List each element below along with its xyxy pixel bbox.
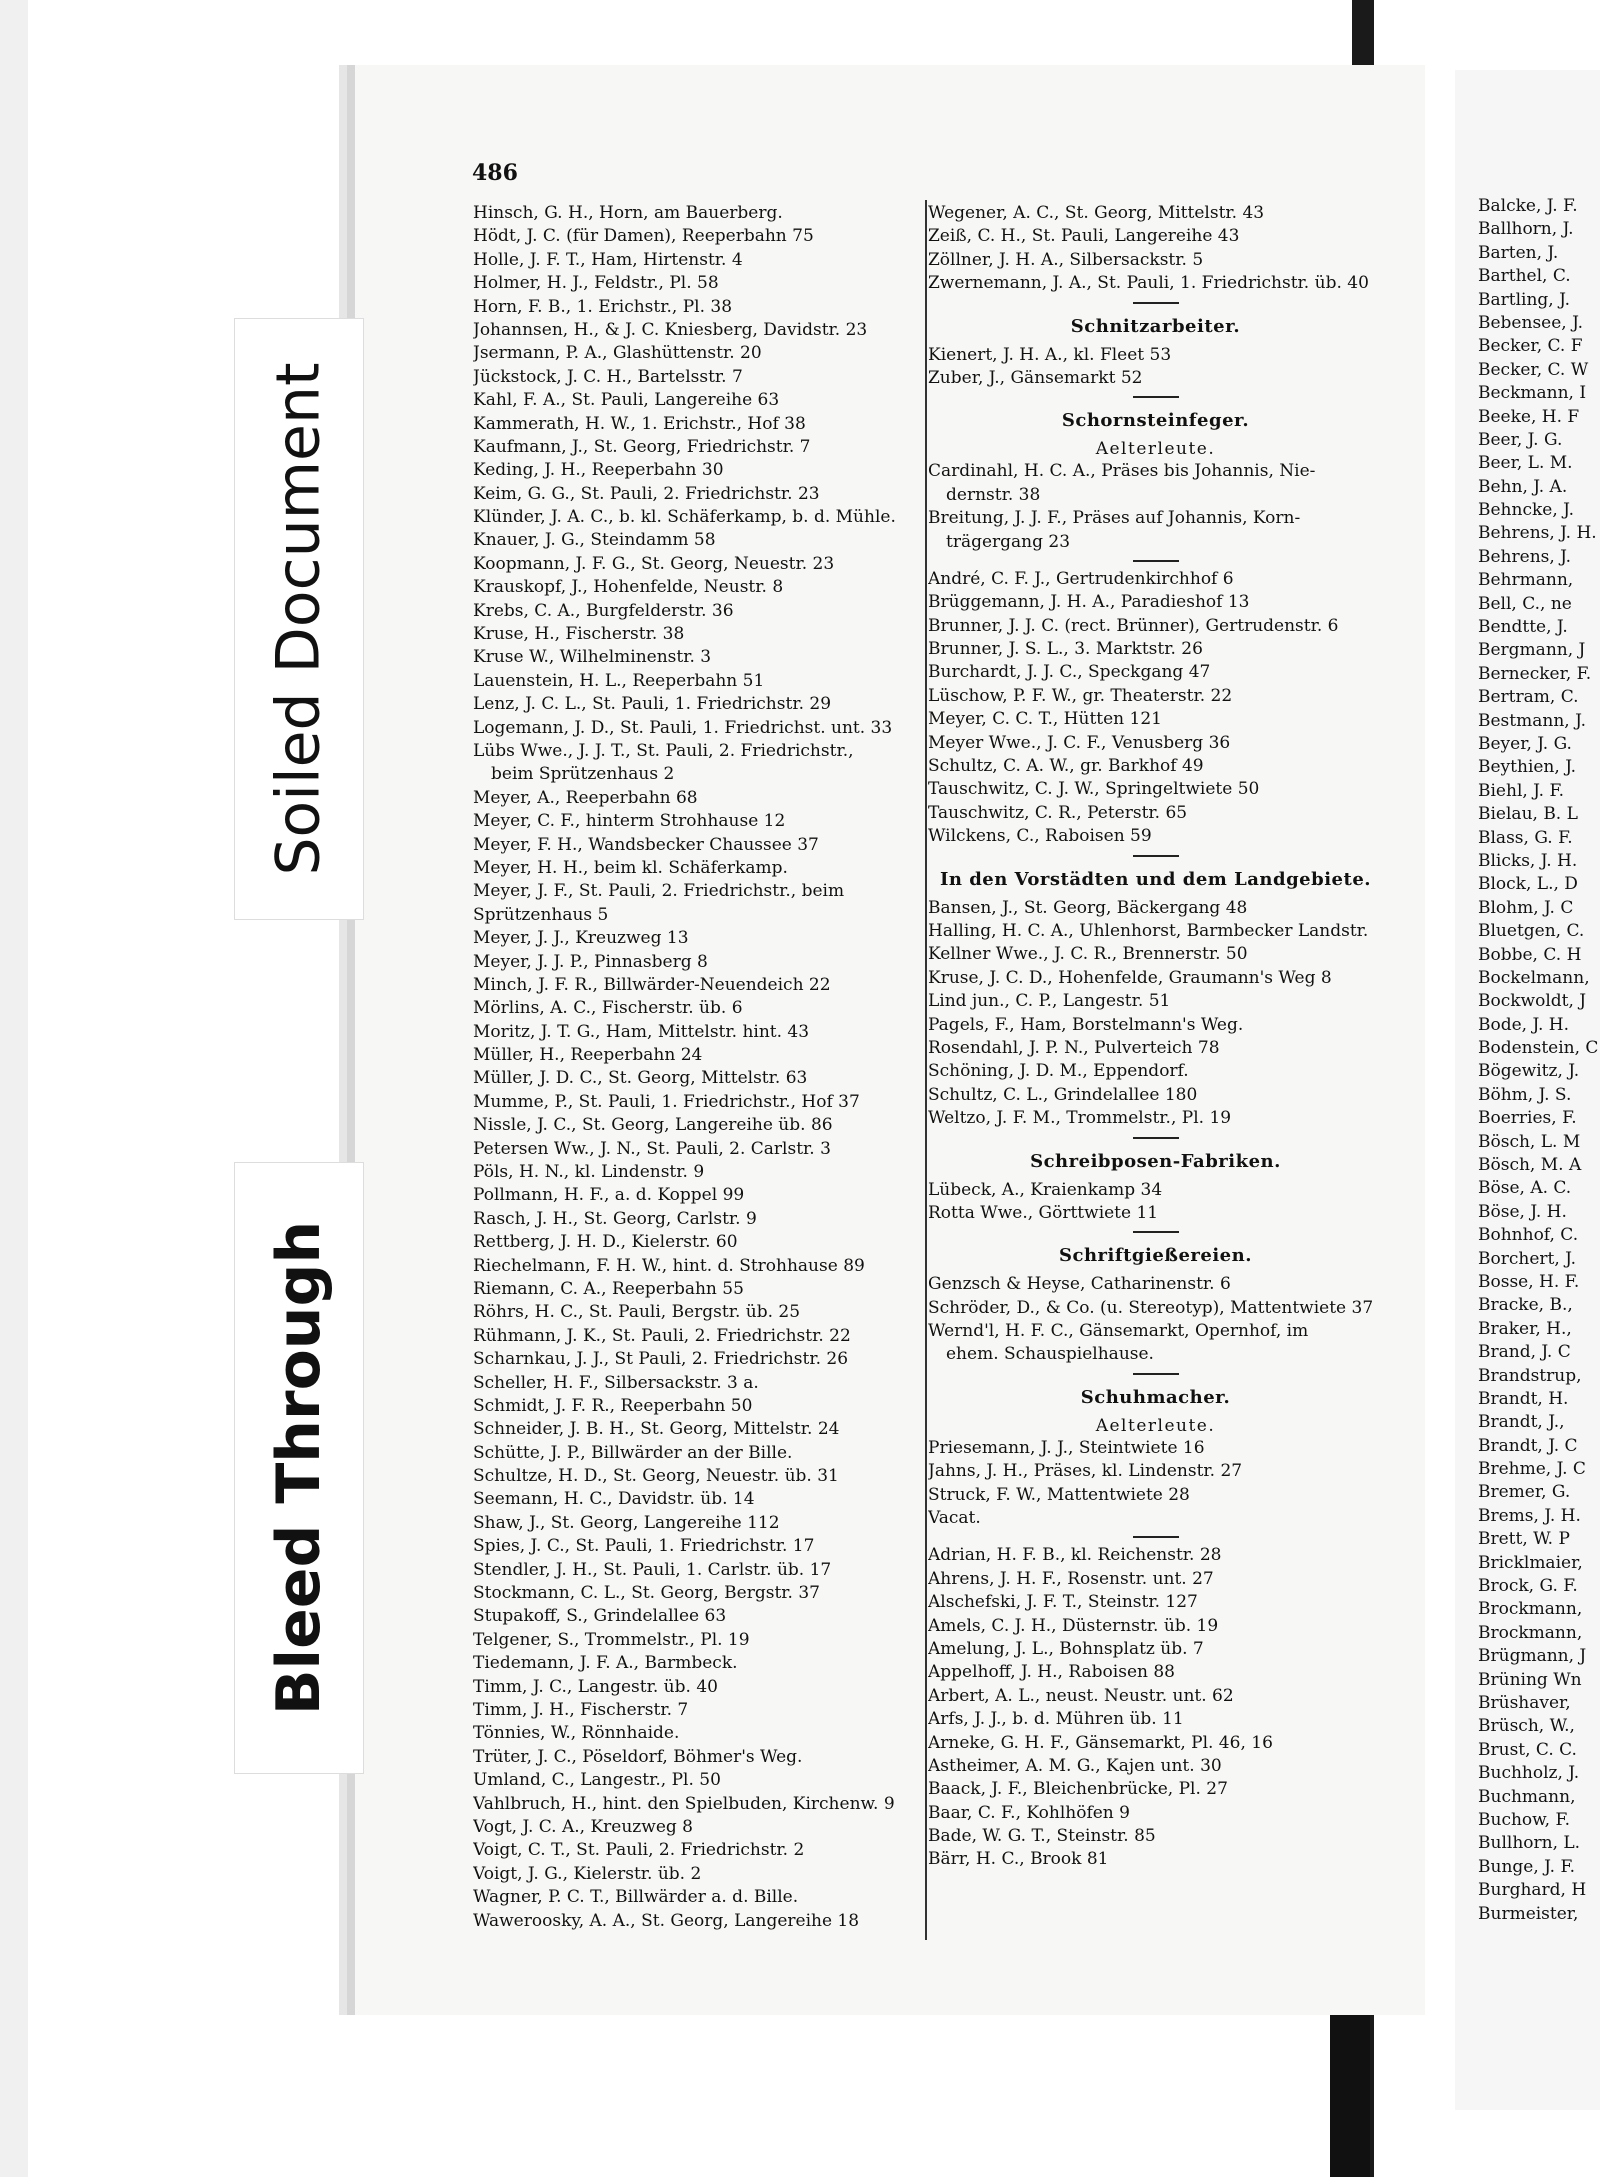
facing-page-entry: Bell, C., ne	[1478, 593, 1572, 614]
directory-entry: Appelhoff, J. H., Raboisen 88	[928, 1662, 1175, 1683]
directory-entry: Lind jun., C. P., Langestr. 51	[928, 991, 1171, 1012]
directory-entry: Holle, J. F. T., Ham, Hirtenstr. 4	[473, 249, 743, 270]
facing-page-entry: Brockmann,	[1478, 1599, 1583, 1620]
facing-page-entry: Bodenstein, C	[1478, 1038, 1599, 1059]
directory-entry: Burchardt, J. J. C., Speckgang 47	[928, 662, 1211, 683]
directory-entry: Vahlbruch, H., hint. den Spielbuden, Kirchenw. 9	[473, 1793, 895, 1814]
facing-page-entry: Braker, H.,	[1478, 1318, 1572, 1339]
facing-page-entry: Brockmann,	[1478, 1622, 1583, 1643]
facing-page-entry: Brandt, H.	[1478, 1388, 1569, 1409]
directory-entry: Riechelmann, F. H. W., hint. d. Strohhause 89	[473, 1255, 865, 1276]
section-rule	[928, 1131, 1383, 1145]
directory-entry: Voigt, J. G., Kielerstr. üb. 2	[473, 1863, 702, 1884]
directory-entry: Holmer, H. J., Feldstr., Pl. 58	[473, 273, 719, 294]
section-heading-schornsteinfeger: Schornsteinfeger.	[1061, 410, 1250, 432]
facing-page-entry: Brehme, J. C	[1478, 1459, 1586, 1480]
directory-entry: Meyer, J. J., Kreuzweg 13	[473, 928, 689, 949]
facing-page-entry: Behrens, J. H.	[1478, 523, 1597, 544]
directory-entry: Brunner, J. J. C. (rect. Brünner), Gertrudenstr. 6	[928, 615, 1339, 636]
section-heading-schnitzarbeiter: Schnitzarbeiter.	[1070, 315, 1241, 337]
facing-page-entry: Bluetgen, C.	[1478, 921, 1585, 942]
section-rule	[928, 1225, 1383, 1239]
directory-entry: Petersen Ww., J. N., St. Pauli, 2. Carlstr. 3	[473, 1138, 831, 1159]
facing-page-entry: Brand, J. C	[1478, 1342, 1571, 1363]
directory-entry: Lauenstein, H. L., Reeperbahn 51	[473, 670, 765, 691]
facing-page-entry: Blohm, J. C	[1478, 897, 1574, 918]
directory-entry: Stendler, J. H., St. Pauli, 1. Carlstr. üb. 17	[473, 1559, 832, 1580]
facing-page-entry: Becker, C. W	[1478, 359, 1589, 380]
soiled-document-label	[234, 318, 364, 920]
facing-page-entry: Bullhorn, L.	[1478, 1833, 1581, 1854]
directory-entry: Röhrs, H. C., St. Pauli, Bergstr. üb. 25	[473, 1302, 801, 1323]
directory-entry: Kaufmann, J., St. Georg, Friedrichstr. 7	[473, 436, 811, 457]
directory-entry: Rotta Wwe., Görttwiete 11	[928, 1202, 1159, 1223]
facing-page-entry: Behrens, J.	[1478, 546, 1572, 567]
directory-entry: Kruse, J. C. D., Hohenfelde, Graumann's Weg 8	[928, 967, 1332, 988]
facing-page-entry: Behncke, J.	[1478, 500, 1575, 521]
directory-entry: Arneke, G. H. F., Gänsemarkt, Pl. 46, 16	[928, 1732, 1273, 1753]
facing-page-entry: Bendtte, J.	[1478, 617, 1568, 638]
facing-page-entry: Bode, J. H.	[1478, 1014, 1570, 1035]
facing-page-entry: Bestmann, J.	[1478, 710, 1586, 731]
facing-page-entry: Brüsch, W.,	[1478, 1716, 1575, 1737]
directory-entry: Schöning, J. D. M., Eppendorf.	[928, 1061, 1189, 1082]
facing-page-entry: Buchmann,	[1478, 1786, 1576, 1807]
directory-entry: Koopmann, J. F. G., St. Georg, Neuestr. 23	[473, 553, 835, 574]
directory-entry: Shaw, J., St. Georg, Langereihe 112	[473, 1512, 780, 1533]
facing-page-entry: Beer, L. M.	[1478, 453, 1573, 474]
facing-page-entry: Bosse, H. F.	[1478, 1271, 1580, 1292]
facing-page-entry: Bartling, J.	[1478, 289, 1570, 310]
directory-entry: Hödt, J. C. (für Damen), Reeperbahn 75	[473, 226, 814, 247]
directory-entry: Tauschwitz, C. J. W., Springeltwiete 50	[928, 779, 1260, 800]
facing-page-entry: Biehl, J. F.	[1478, 780, 1565, 801]
facing-page-entry: Brandt, J. C	[1478, 1435, 1578, 1456]
section-rule	[928, 1367, 1383, 1381]
directory-entry: Wernd'l, H. F. C., Gänsemarkt, Opernhof, im	[928, 1321, 1309, 1342]
directory-entry: beim Sprützenhaus 2	[491, 764, 675, 785]
facing-page-entry: Bunge, J. F.	[1478, 1856, 1575, 1877]
directory-entry: Zwernemann, J. A., St. Pauli, 1. Friedrichstr. üb. 40	[928, 273, 1369, 294]
directory-entry: Meyer, J. J. P., Pinnasberg 8	[473, 951, 708, 972]
directory-entry: Brunner, J. S. L., 3. Marktstr. 26	[928, 639, 1203, 660]
facing-page-entry: Becker, C. F	[1478, 336, 1583, 357]
directory-entry: Spies, J. C., St. Pauli, 1. Friedrichstr. 17	[473, 1536, 815, 1557]
directory-entry: Nissle, J. C., St. Georg, Langereihe üb. 86	[473, 1115, 833, 1136]
facing-page-entry: Brock, G. F.	[1478, 1576, 1578, 1597]
facing-page-entry: Brüshaver,	[1478, 1693, 1571, 1713]
directory-entry: André, C. F. J., Gertrudenkirchhof 6	[928, 568, 1234, 589]
directory-entry: Kammerath, H. W., 1. Erichstr., Hof 38	[473, 413, 806, 434]
facing-page-entry: Bertram, C.	[1478, 687, 1579, 708]
directory-entry: Jsermann, P. A., Glashüttenstr. 20	[473, 343, 762, 364]
directory-entry: Zuber, J., Gänsemarkt 52	[928, 367, 1143, 388]
directory-entry: Wagner, P. C. T., Billwärder a. d. Bille.	[473, 1887, 799, 1908]
directory-entry: Johannsen, H., & J. C. Kniesberg, Davidstr. 23	[473, 319, 868, 340]
directory-entry: Meyer, H. H., beim kl. Schäferkamp.	[473, 857, 788, 878]
directory-entry: Rosendahl, J. P. N., Pulverteich 78	[928, 1037, 1220, 1058]
directory-entry: Weltzo, J. F. M., Trommelstr., Pl. 19	[928, 1108, 1232, 1129]
directory-entry: Müller, H., Reeperbahn 24	[473, 1045, 703, 1066]
facing-page-entry: Bösch, L. M	[1478, 1131, 1581, 1152]
facing-page-entry: Brett, W. P	[1478, 1529, 1570, 1550]
facing-page-entry: Brandt, J.,	[1478, 1412, 1565, 1433]
directory-entry: Schultze, H. D., St. Georg, Neuestr. üb. 31	[473, 1466, 839, 1487]
directory-entry: Lenz, J. C. L., St. Pauli, 1. Friedrichstr. 29	[473, 694, 832, 715]
directory-entry: Amels, C. J. H., Düsternstr. üb. 19	[928, 1615, 1219, 1636]
facing-page-entry: Böse, J. H.	[1478, 1201, 1567, 1222]
facing-page-entry: Brems, J. H.	[1478, 1505, 1581, 1526]
directory-entry: Jückstock, J. C. H., Bartelsstr. 7	[473, 366, 743, 387]
directory-entry: Genzsch & Heyse, Catharinenstr. 6	[928, 1274, 1231, 1295]
facing-page-entry: Blass, G. F.	[1478, 827, 1573, 848]
section-heading-vorstaedte: In den Vorstädten und dem Landgebiete.	[939, 868, 1372, 890]
directory-entry: Krebs, C. A., Burgfelderstr. 36	[473, 600, 734, 621]
directory-entry: Lüschow, P. F. W., gr. Theaterstr. 22	[928, 685, 1233, 706]
elder-entry: dernstr. 38	[946, 484, 1041, 505]
elder-entry: Breitung, J. J. F., Präses auf Johannis, Korn-	[928, 508, 1301, 529]
directory-entry: Stockmann, C. L., St. Georg, Bergstr. 37	[473, 1583, 820, 1604]
directory-entry: Keding, J. H., Reeperbahn 30	[473, 460, 724, 481]
facing-page-entry: Bockwoldt, J	[1478, 991, 1587, 1012]
directory-entry: Rühmann, J. K., St. Pauli, 2. Friedrichstr. 22	[473, 1325, 851, 1346]
facing-page-entry: Brust, C. C.	[1478, 1739, 1577, 1760]
directory-entry: Riemann, C. A., Reeperbahn 55	[473, 1278, 744, 1299]
subheading-aelterleute: Aelterleute.	[1095, 439, 1216, 460]
facing-page-entry: Bracke, B.,	[1478, 1295, 1573, 1316]
directory-entry: Rasch, J. H., St. Georg, Carlstr. 9	[473, 1208, 757, 1229]
facing-page-entry: Beyer, J. G.	[1478, 733, 1572, 754]
facing-page-entry: Bricklmaier,	[1478, 1552, 1583, 1573]
directory-entry: Vogt, J. C. A., Kreuzweg 8	[473, 1816, 693, 1837]
section-rule	[928, 296, 1383, 310]
middle-column	[928, 202, 1383, 1872]
directory-entry: Lübs Wwe., J. J. T., St. Pauli, 2. Friedrichstr.,	[473, 740, 854, 761]
directory-entry: Tauschwitz, C. R., Peterstr. 65	[928, 802, 1188, 823]
facing-page-entry: Bohnhof, C.	[1478, 1225, 1579, 1246]
scan-margin-left	[0, 0, 28, 2177]
directory-entry: Pagels, F., Ham, Borstelmann's Weg.	[928, 1014, 1244, 1035]
facing-page-entry: Bockelmann,	[1478, 967, 1590, 988]
elder-entry: Struck, F. W., Mattentwiete 28	[928, 1484, 1190, 1505]
facing-page-entry: Bremer, G.	[1478, 1482, 1571, 1503]
directory-entry: Scharnkau, J. J., St Pauli, 2. Friedrichstr. 26	[473, 1349, 849, 1370]
directory-entry: Schütte, J. P., Billwärder an der Bille.	[473, 1442, 793, 1463]
directory-entry: Alschefski, J. F. T., Steinstr. 127	[928, 1592, 1198, 1613]
directory-entry: Mörlins, A. C., Fischerstr. üb. 6	[473, 998, 743, 1019]
directory-entry: ehem. Schauspielhause.	[946, 1344, 1154, 1365]
directory-entry: Astheimer, A. M. G., Kajen unt. 30	[928, 1755, 1222, 1776]
facing-page-entry: Block, L., D	[1478, 874, 1578, 895]
directory-entry: Wegener, A. C., St. Georg, Mittelstr. 43	[928, 203, 1265, 223]
directory-entry: Umland, C., Langestr., Pl. 50	[473, 1770, 721, 1791]
directory-entry: Logemann, J. D., St. Pauli, 1. Friedrichst. unt. 33	[473, 717, 893, 738]
directory-entry: Schneider, J. B. H., St. Georg, Mittelstr. 24	[473, 1419, 840, 1440]
directory-entry: Stupakoff, S., Grindelallee 63	[473, 1606, 727, 1627]
directory-entry: Moritz, J. T. G., Ham, Mittelstr. hint. 43	[473, 1021, 810, 1042]
directory-entry: Keim, G. G., St. Pauli, 2. Friedrichstr. 23	[473, 483, 820, 504]
directory-entry: Trüter, J. C., Pöseldorf, Böhmer's Weg.	[473, 1746, 803, 1767]
directory-entry: Zeiß, C. H., St. Pauli, Langereihe 43	[928, 226, 1240, 247]
directory-entry: Meyer, A., Reeperbahn 68	[473, 787, 698, 808]
directory-entry: Waweroosky, A. A., St. Georg, Langereihe 18	[473, 1910, 860, 1931]
directory-entry: Minch, J. F. R., Billwärder-Neuendeich 22	[473, 974, 831, 995]
directory-entry: Schröder, D., & Co. (u. Stereotyp), Mattentwiete 37	[928, 1297, 1374, 1318]
directory-entry: Telgener, S., Trommelstr., Pl. 19	[473, 1629, 750, 1650]
facing-page-entry: Barthel, C.	[1478, 266, 1571, 287]
directory-entry: Sprützenhaus 5	[473, 904, 609, 925]
section-heading-schreibposen: Schreibposen-Fabriken.	[1030, 1150, 1281, 1172]
elder-entry: Cardinahl, H. C. A., Präses bis Johannis, Nie-	[928, 461, 1316, 482]
facing-page-entry: Beckmann, I	[1478, 383, 1587, 404]
directory-entry: Amelung, J. L., Bohnsplatz üb. 7	[928, 1638, 1204, 1659]
directory-entry: Timm, J. H., Fischerstr. 7	[473, 1700, 689, 1720]
facing-page-entry: Buchow, F.	[1478, 1809, 1571, 1830]
directory-entry: Meyer, C. C. T., Hütten 121	[928, 709, 1162, 730]
directory-entry: Timm, J. C., Langestr. üb. 40	[473, 1676, 718, 1697]
facing-page-entry: Böse, A. C.	[1478, 1178, 1572, 1199]
directory-entry: Lübeck, A., Kraienkamp 34	[928, 1179, 1163, 1200]
bleed-through-label-text: Bleed Through	[264, 1220, 335, 1716]
directory-entry: Kruse W., Wilhelminenstr. 3	[473, 647, 712, 668]
facing-page-entry: Brügmann, J	[1478, 1646, 1587, 1667]
facing-page-entry: Buchholz, J.	[1478, 1763, 1580, 1784]
section-rule	[928, 554, 1383, 568]
facing-page-entry: Behn, J. A.	[1478, 476, 1568, 497]
facing-page-entry: Bösch, M. A	[1478, 1155, 1582, 1176]
directory-entry: Voigt, C. T., St. Pauli, 2. Friedrichstr. 2	[473, 1840, 805, 1861]
directory-entry: Kahl, F. A., St. Pauli, Langereihe 63	[473, 390, 780, 411]
directory-entry: Bärr, H. C., Brook 81	[928, 1849, 1109, 1870]
page-number: 486	[472, 160, 518, 186]
directory-entry: Schultz, C. A. W., gr. Barkhof 49	[928, 756, 1204, 777]
directory-entry: Adrian, H. F. B., kl. Reichenstr. 28	[928, 1545, 1222, 1566]
directory-entry: Kellner Wwe., J. C. R., Brennerstr. 50	[928, 944, 1248, 965]
directory-entry: Meyer, J. F., St. Pauli, 2. Friedrichstr., beim	[473, 881, 845, 902]
directory-entry: Kienert, J. H. A., kl. Fleet 53	[928, 344, 1172, 365]
section-heading-schriftgiessereien: Schriftgießereien.	[1058, 1245, 1252, 1267]
directory-entry: Zöllner, J. H. A., Silbersackstr. 5	[928, 249, 1204, 270]
directory-entry: Krauskopf, J., Hohenfelde, Neustr. 8	[473, 577, 784, 598]
directory-entry: Müller, J. D. C., St. Georg, Mittelstr. 63	[473, 1068, 808, 1089]
directory-entry: Tönnies, W., Rönnhaide.	[473, 1723, 680, 1744]
directory-entry: Meyer Wwe., J. C. F., Venusberg 36	[928, 732, 1231, 753]
directory-entry: Hinsch, G. H., Horn, am Bauerberg.	[473, 203, 783, 223]
directory-entry: Meyer, C. F., hinterm Strohhause 12	[473, 811, 786, 832]
directory-entry: Kruse, H., Fischerstr. 38	[473, 624, 685, 645]
facing-page-entry: Burghard, H	[1478, 1880, 1587, 1901]
directory-entry: Brüggemann, J. H. A., Paradieshof 13	[928, 592, 1250, 613]
directory-entry: Rettberg, J. H. D., Kielerstr. 60	[473, 1232, 738, 1253]
facing-page-entry: Beythien, J.	[1478, 757, 1577, 778]
facing-page-entry: Blicks, J. H.	[1478, 850, 1578, 871]
facing-page-entry: Behrmann,	[1478, 570, 1574, 591]
directory-entry: Schultz, C. L., Grindelallee 180	[928, 1084, 1198, 1105]
directory-entry: Bade, W. G. T., Steinstr. 85	[928, 1826, 1156, 1847]
directory-entry: Tiedemann, J. F. A., Barmbeck.	[473, 1653, 738, 1674]
facing-page-entry: Ballhorn, J.	[1478, 219, 1574, 240]
directory-entry: Mumme, P., St. Pauli, 1. Friedrichstr., Hof 37	[473, 1091, 860, 1112]
facing-page-entry: Boerries, F.	[1478, 1108, 1577, 1129]
directory-entry: Schmidt, J. F. R., Reeperbahn 50	[473, 1395, 753, 1416]
directory-entry: Wilckens, C., Raboisen 59	[928, 826, 1152, 847]
elder-entry: Jahns, J. H., Präses, kl. Lindenstr. 27	[928, 1461, 1243, 1482]
facing-page-entry: Bielau, B. L	[1478, 804, 1578, 825]
section-rule	[928, 849, 1383, 863]
facing-page-entry: Bobbe, C. H	[1478, 944, 1582, 965]
elder-entry: Priesemann, J. J., Steintwiete 16	[928, 1437, 1205, 1458]
directory-entry: Arbert, A. L., neust. Neustr. unt. 62	[928, 1685, 1234, 1706]
directory-entry: Pöls, H. N., kl. Lindenstr. 9	[473, 1162, 705, 1183]
facing-page-entry: Borchert, J.	[1478, 1248, 1577, 1269]
facing-page-entry: Bergmann, J	[1478, 640, 1586, 661]
facing-page-entry: Bögewitz, J.	[1478, 1061, 1580, 1082]
directory-entry: Baar, C. F., Kohlhöfen 9	[928, 1802, 1130, 1823]
directory-entry: Baack, J. F., Bleichenbrücke, Pl. 27	[928, 1779, 1228, 1800]
section-rule	[928, 1530, 1383, 1544]
elder-entry: Vacat.	[928, 1508, 981, 1529]
section-rule	[928, 390, 1383, 404]
directory-entry: Klünder, J. A. C., b. kl. Schäferkamp, b. d. Mühle.	[473, 507, 896, 528]
soiled-document-label-text: Soiled Document	[264, 362, 335, 876]
bleed-through-label	[234, 1162, 364, 1774]
directory-entry: Meyer, F. H., Wandsbecker Chaussee 37	[473, 834, 819, 855]
facing-page-entry: Beer, J. G.	[1478, 429, 1563, 450]
elder-entry: trägergang 23	[946, 531, 1071, 552]
directory-entry: Knauer, J. G., Steindamm 58	[473, 530, 716, 551]
directory-entry: Ahrens, J. H. F., Rosenstr. unt. 27	[928, 1568, 1214, 1589]
facing-page-entry: Balcke, J. F.	[1478, 196, 1578, 216]
directory-entry: Seemann, H. C., Davidstr. üb. 14	[473, 1489, 755, 1510]
directory-entry: Halling, H. C. A., Uhlenhorst, Barmbecker Landstr.	[928, 920, 1369, 941]
section-heading-schuhmacher: Schuhmacher.	[1080, 1386, 1231, 1408]
left-column	[473, 202, 928, 1933]
facing-page-entry: Bebensee, J.	[1478, 312, 1583, 333]
directory-entry: Arfs, J. J., b. d. Mühren üb. 11	[928, 1709, 1184, 1730]
facing-page-column	[1478, 195, 1598, 1926]
facing-page-entry: Burmeister,	[1478, 1903, 1579, 1924]
directory-entry: Scheller, H. F., Silbersackstr. 3 a.	[473, 1372, 759, 1393]
subheading-aelterleute: Aelterleute.	[1095, 1415, 1216, 1436]
facing-page-entry: Beeke, H. F	[1478, 406, 1580, 427]
facing-page-entry: Barten, J.	[1478, 242, 1559, 263]
facing-page-entry: Bernecker, F.	[1478, 663, 1592, 684]
directory-entry: Bansen, J., St. Georg, Bäckergang 48	[928, 897, 1248, 918]
facing-page-entry: Böhm, J. S.	[1478, 1084, 1572, 1105]
facing-page-entry: Brüning Wn	[1478, 1669, 1582, 1690]
directory-entry: Horn, F. B., 1. Erichstr., Pl. 38	[473, 296, 733, 317]
directory-entry: Pollmann, H. F., a. d. Koppel 99	[473, 1185, 745, 1206]
facing-page-entry: Brandstrup,	[1478, 1365, 1582, 1386]
